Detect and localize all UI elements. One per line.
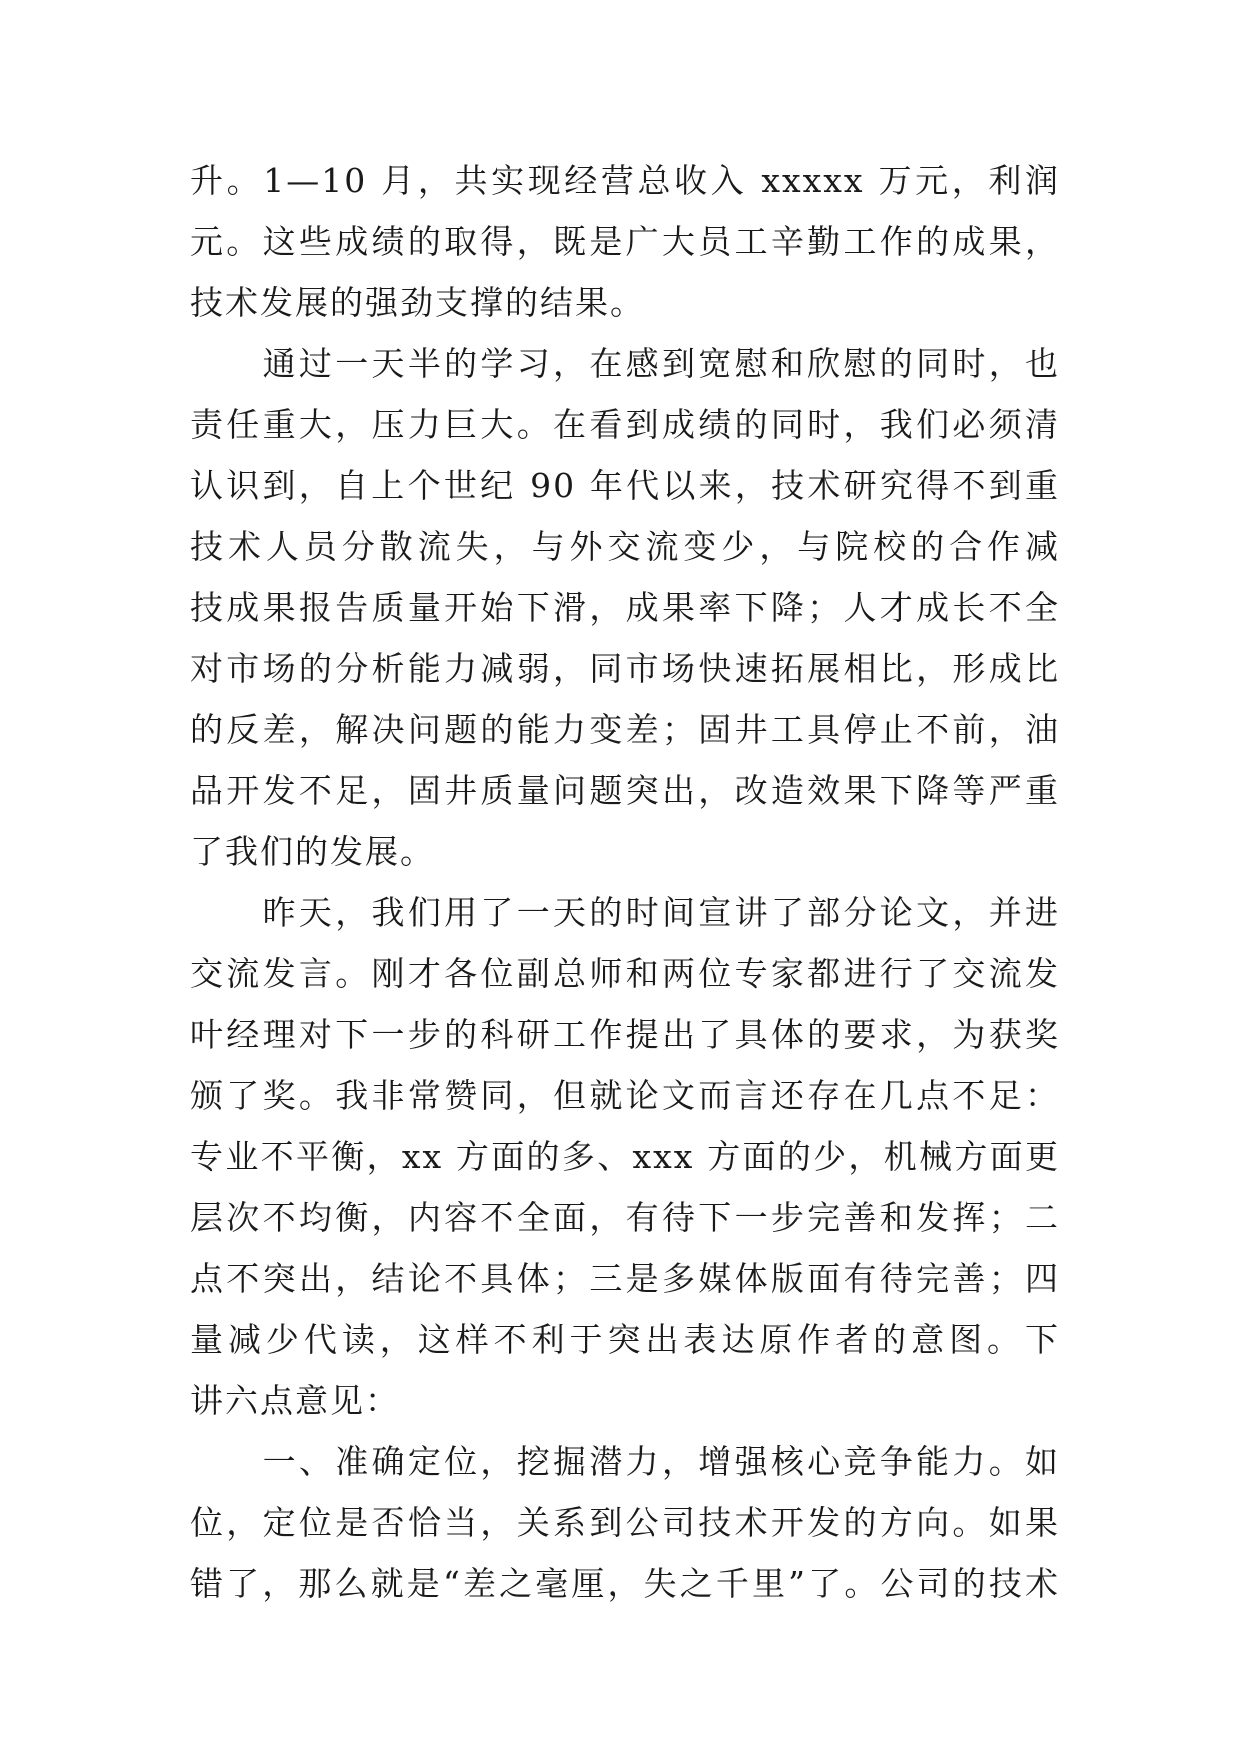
paragraph (190, 882, 1060, 1431)
text-line: 升。1—10 月，共实现经营总收入 xxxxx 万元，利润 (190, 161, 1060, 200)
text-line: 讲六点意见： (190, 1381, 400, 1420)
paragraph (190, 1431, 1060, 1614)
text-line: 技成果报告质量开始下滑，成果率下降；人才成长不全 (190, 588, 1060, 627)
body-text (190, 150, 1060, 1614)
text-line: 元。这些成绩的取得，既是广大员工辛勤工作的成果， (190, 222, 1060, 261)
text-line: 交流发言。刚才各位副总师和两位专家都进行了交流发 (190, 954, 1060, 993)
text-line: 技术人员分散流失，与外交流变少，与院校的合作减 (190, 527, 1060, 566)
text-line: 品开发不足，固井质量问题突出，改造效果下降等严重 (190, 771, 1060, 810)
text-line: 技术发展的强劲支撑的结果。 (190, 283, 645, 322)
text-line: 了我们的发展。 (190, 832, 435, 871)
paragraph (190, 333, 1060, 882)
text-line: 错了，那么就是“差之毫厘，失之千里”了。公司的技术 (190, 1564, 1060, 1603)
text-line: 认识到，自上个世纪 90 年代以来，技术研究得不到重 (190, 466, 1060, 505)
text-line: 对市场的分析能力减弱，同市场快速拓展相比，形成比 (190, 649, 1060, 688)
text-line: 一、准确定位，挖掘潜力，增强核心竞争能力。如 (262, 1442, 1060, 1481)
text-line: 量减少代读，这样不利于突出表达原作者的意图。下 (190, 1320, 1060, 1359)
text-line: 位，定位是否恰当，关系到公司技术开发的方向。如果 (190, 1503, 1060, 1542)
text-line: 责任重大，压力巨大。在看到成绩的同时，我们必须清 (190, 405, 1060, 444)
text-line: 颁了奖。我非常赞同，但就论文而言还存在几点不足： (190, 1076, 1060, 1115)
text-line: 叶经理对下一步的科研工作提出了具体的要求，为获奖 (190, 1015, 1060, 1054)
text-line: 专业不平衡，xx 方面的多、xxx 方面的少，机械方面更 (190, 1137, 1060, 1176)
text-line: 昨天，我们用了一天的时间宣讲了部分论文，并进 (262, 893, 1060, 932)
text-line: 通过一天半的学习，在感到宽慰和欣慰的同时，也 (262, 344, 1060, 383)
text-line: 层次不均衡，内容不全面，有待下一步完善和发挥；二 (190, 1198, 1060, 1237)
paragraph (190, 150, 1060, 333)
text-line: 点不突出，结论不具体；三是多媒体版面有待完善；四 (190, 1259, 1060, 1298)
text-line: 的反差，解决问题的能力变差；固井工具停止不前，油 (190, 710, 1060, 749)
